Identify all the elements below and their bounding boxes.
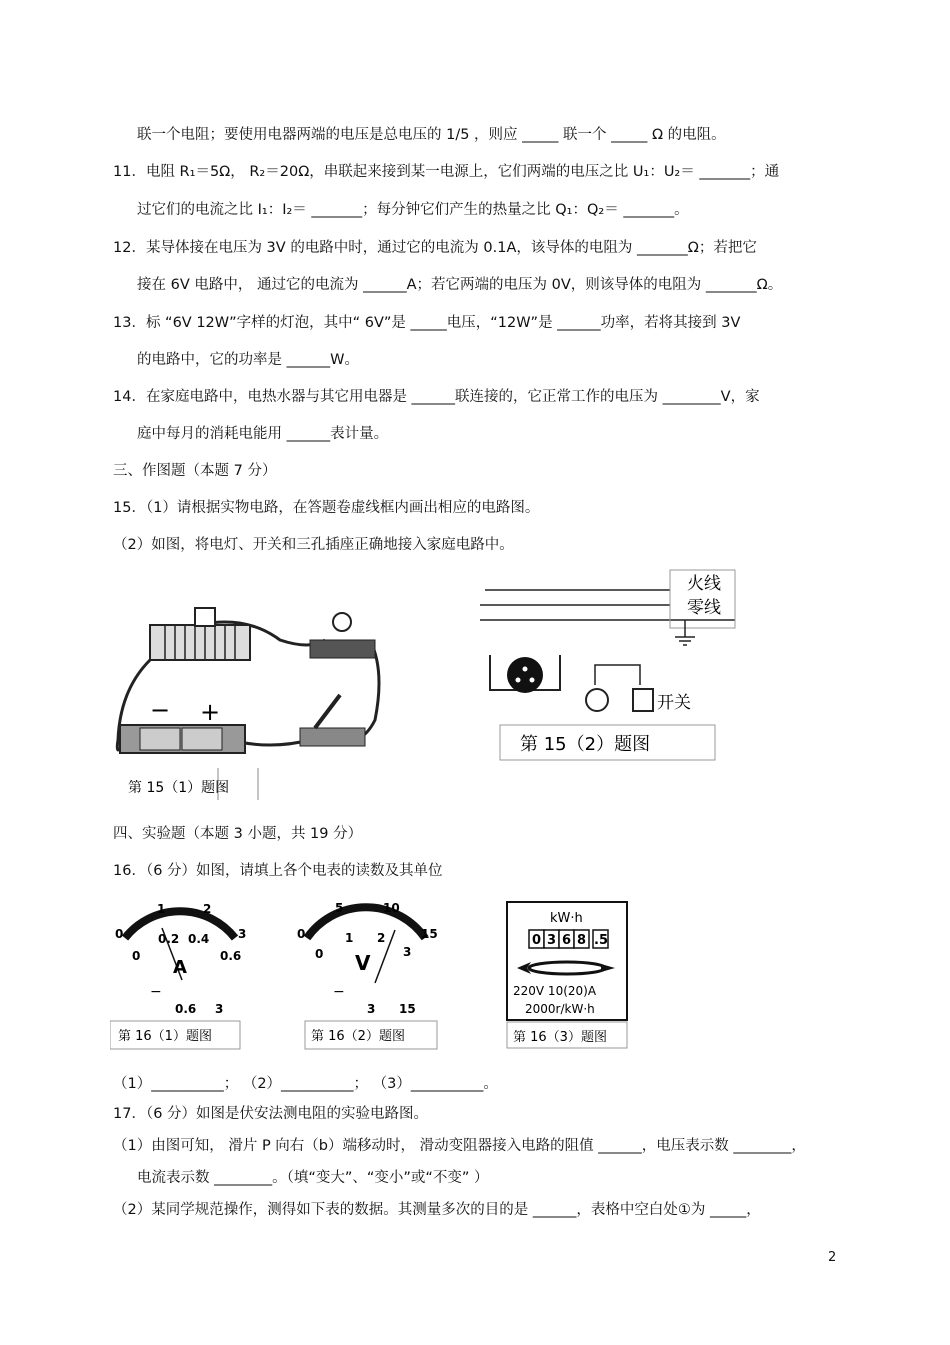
figure-16-1-caption: 第 16（1）题图 [118, 1029, 212, 1044]
live-wire-label: 火线 [687, 574, 721, 594]
voltmeter-top-15: 15 [421, 927, 438, 941]
ammeter-top-2: 2 [203, 902, 212, 916]
voltmeter-bottom-0: 0 [315, 947, 324, 961]
meter-unit: kW·h [550, 911, 583, 926]
q11-line1: 11．电阻 R₁＝5Ω， R₂＝20Ω，串联起来接到某一电源上，它们两端的电压之比 U₁：U₂＝ _______；通 [113, 164, 780, 180]
ammeter-bottom-06: 0.6 [220, 949, 242, 963]
q15-part2: （2）如图，将电灯、开关和三孔插座正确地接入家庭电路中。 [113, 537, 514, 553]
voltmeter-bottom-3: 3 [403, 945, 412, 959]
voltmeter-terminal-15: 15 [399, 1002, 416, 1016]
q17-line: 17．（6 分）如图是伏安法测电阻的实验电路图。 [113, 1106, 429, 1122]
ammeter-bottom-04: 0.4 [188, 932, 210, 946]
meter-digit-4: 8 [577, 933, 587, 948]
voltmeter-top-0: 0 [297, 927, 306, 941]
ammeter-bottom-02: 0.2 [158, 932, 180, 946]
voltmeter-top-5: 5 [335, 901, 344, 915]
voltmeter-terminal-minus: − [333, 984, 345, 1000]
q17-part1-line1: （1）由图可知， 滑片 P 向右（b）端移动时， 滑动变阻器接入电路的阻值 ______，电压表示数 ________， [113, 1138, 806, 1154]
switch-label: 开关 [657, 693, 691, 713]
q13-line1: 13．标 “6V 12W”字样的灯泡，其中“ 6V”是 _____电压，“12W”是 ______功率，若将其接到 3V [113, 315, 741, 331]
q16-line: 16．（6 分）如图，请填上各个电表的读数及其单位 [113, 863, 443, 879]
figure-16-3-caption: 第 16（3）题图 [513, 1030, 607, 1045]
q17-part2-line1: （2）某同学规范操作，测得如下表的数据。其测量多次的目的是 ______，表格中空白处①为 _____， [113, 1202, 761, 1218]
voltmeter-terminal-3: 3 [367, 1002, 376, 1016]
ammeter-top-3: 3 [238, 927, 247, 941]
meter-digit-2: 3 [547, 933, 557, 948]
ammeter-terminal-3: 3 [215, 1002, 224, 1016]
ammeter-terminal-06: 0.6 [175, 1002, 197, 1016]
ammeter-symbol: A [173, 957, 187, 978]
figure-15-2-caption: 第 15（2）题图 [520, 734, 651, 755]
q13-line2: 的电路中，它的功率是 ______W。 [137, 352, 359, 368]
section-3-heading: 三、作图题（本题 7 分） [113, 463, 277, 479]
figure-16-2-voltmeter [295, 898, 440, 1050]
neutral-wire-label: 零线 [687, 598, 721, 618]
voltmeter-symbol: V [355, 951, 371, 975]
switch-icon [633, 689, 653, 711]
section-4-heading: 四、实验题（本题 3 小题，共 19 分） [113, 826, 363, 842]
q12-line2: 接在 6V 电路中， 通过它的电流为 ______A；若它两端的电压为 0V，则该导体的电阻为 _______Ω。 [137, 277, 783, 293]
q12-line1: 12．某导体接在电压为 3V 的电路中时，通过它的电流为 0.1A，该导体的电阻为 _______Ω；若把它 [113, 240, 757, 256]
figure-16-1-ammeter [110, 898, 250, 1050]
figure-16-3-energy-meter [505, 900, 640, 1050]
q14-line1: 14．在家庭电路中，电热水器与其它用电器是 ______联连接的，它正常工作的电压为 ________V，家 [113, 389, 760, 405]
figure-15-1-caption: 第 15（1）题图 [128, 780, 230, 796]
ammeter-terminal-minus: − [150, 984, 162, 1000]
bulb-icon [586, 689, 608, 711]
figure-16-2-caption: 第 16（2）题图 [311, 1029, 405, 1044]
q17-part1-line2: 电流表示数 ________。（填“变大”、“变小”或“不变” ） [137, 1170, 489, 1186]
voltmeter-bottom-1: 1 [345, 931, 354, 945]
ammeter-top-1: 1 [157, 902, 166, 916]
battery-minus-label: − [150, 696, 171, 724]
page-number: 2 [828, 1250, 837, 1265]
ammeter-top-0: 0 [115, 927, 124, 941]
meter-decimal: .5 [594, 933, 608, 948]
voltmeter-top-10: 10 [383, 901, 400, 915]
meter-digit-1: 0 [532, 933, 542, 948]
q16-answers: （1）__________； （2）__________； （3）__________。 [113, 1076, 498, 1092]
battery-plus-label: + [200, 698, 221, 726]
q14-line2: 庭中每月的消耗电能用 ______表计量。 [137, 426, 389, 442]
q10-line2: 联一个电阻；要使用电器两端的电压是总电压的 1/5 ，则应 _____ 联一个 _____ Ω 的电阻。 [137, 127, 726, 143]
meter-digit-3: 6 [562, 933, 572, 948]
q11-line2: 过它们的电流之比 I₁：I₂＝ _______；每分钟它们产生的热量之比 Q₁：Q₂＝ _______。 [137, 202, 689, 218]
voltmeter-bottom-2: 2 [377, 931, 386, 945]
q15-part1: 15．（1）请根据实物电路，在答题卷虚线框内画出相应的电路图。 [113, 500, 540, 516]
ammeter-bottom-0: 0 [132, 949, 141, 963]
meter-revolutions: 2000r/kW·h [525, 1002, 595, 1016]
meter-rating: 220V 10(20)A [513, 984, 597, 998]
meter-disc [529, 962, 605, 974]
socket-icon [507, 657, 543, 693]
figure-15-2 [475, 565, 740, 765]
figure-15-1 [110, 600, 400, 805]
